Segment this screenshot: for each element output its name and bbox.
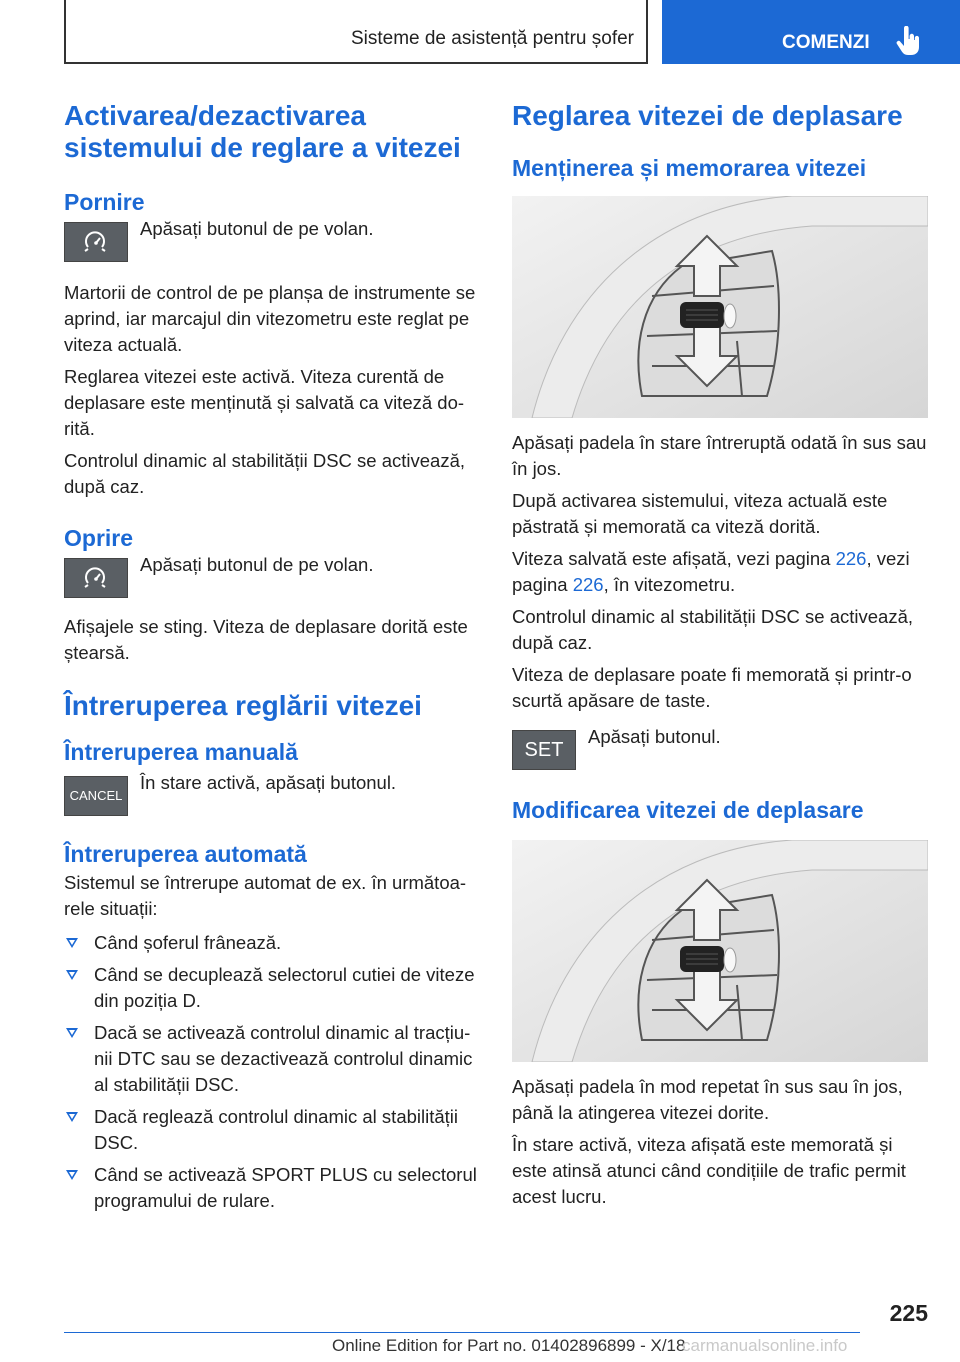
- cancel-button-row: [64, 772, 480, 822]
- right-para-3: Viteza salvată este afișată, vezi pagina 226, vezi pagina 226, în vitezometru.: [512, 548, 910, 595]
- set-button-row: [512, 726, 928, 776]
- oprire-button-row: [64, 554, 480, 604]
- list-item: Dacă reglează controlul dinamic al stabilității DSC.: [64, 1104, 480, 1156]
- oprire-para: Afișajele se sting. Viteza de deplasare dorită este ștearsă.: [64, 616, 468, 663]
- auto-list: [64, 930, 480, 1214]
- steering-wheel-illustration: [512, 196, 928, 418]
- page-link[interactable]: 226: [835, 548, 867, 569]
- pornire-para-2: Reglarea vitezei este activă. Viteza curentă de deplasare este menținută și salvată ca viteză dorită.: [64, 366, 465, 439]
- tab-comenzi[interactable]: [662, 0, 960, 64]
- bullet-triangle-icon: [66, 938, 78, 948]
- list-item: Când șoferul frânează.: [64, 930, 480, 956]
- manual-text: În stare activă, apăsați butonul.: [140, 772, 397, 793]
- cruise-control-icon: [65, 559, 127, 597]
- page-number: 225: [889, 1300, 928, 1326]
- bullet-triangle-icon: [66, 1028, 78, 1038]
- steering-wheel-illustration: [512, 840, 928, 1062]
- page-footer: [0, 1300, 960, 1362]
- page-header: [0, 0, 960, 66]
- cancel-button-image: [64, 776, 128, 816]
- right-title: Reglarea vitezei de deplasare: [512, 100, 903, 131]
- cancel-button-label: CANCEL: [69, 788, 123, 803]
- right-para-1: Apăsați padela în stare întreruptă odată în sus sau în jos.: [512, 432, 927, 479]
- watermark: carmanualsonline.info: [682, 1336, 848, 1355]
- list-item: Când se activează SPORT PLUS cu selectorul programului de rulare.: [64, 1162, 480, 1214]
- edition-text: Online Edition for Part no. 01402896899 - X/18: [332, 1336, 686, 1355]
- pornire-para-3: Controlul dinamic al stabilității DSC se activează, după caz.: [64, 450, 466, 497]
- set-button-label: SET: [524, 739, 564, 761]
- steering-wheel-paddle-image: [512, 840, 928, 1062]
- pornire-button-text: Apăsați butonul de pe volan.: [140, 218, 374, 239]
- steering-wheel-paddle-image: [512, 196, 928, 418]
- page-link[interactable]: 226: [572, 574, 604, 595]
- section-title: Sisteme de asistență pentru șofer: [350, 28, 634, 49]
- sub2-heading: Modificarea vitezei de deplasare: [512, 797, 864, 823]
- pornire-para-1: Martorii de control de pe planșa de instrumente se aprind, iar marcajul din vitezometru este reglat pe viteza actuală.: [64, 282, 476, 355]
- auto-heading: Întreruperea automată: [64, 841, 307, 867]
- list-item: Dacă se activează controlul dinamic al tracțiunii DTC sau se dezactivează controlul dinamic al stabilității DSC.: [64, 1020, 480, 1098]
- footer-divider: [64, 1332, 860, 1333]
- right-para-5: Viteza de deplasare poate fi memorată și printr-o scurtă apăsare de taste.: [512, 664, 912, 711]
- right-para-2: După activarea sistemului, viteza actuală este păstrată și memorată ca viteză dorită.: [512, 490, 888, 537]
- bullet-triangle-icon: [66, 1112, 78, 1122]
- pornire-button-row: [64, 218, 480, 268]
- manual-heading: Întreruperea manuală: [64, 739, 298, 765]
- right-para-7: În stare activă, viteza afișată este memorată și este atinsă atunci când condițiile de trafic permit acest lucru.: [512, 1134, 906, 1207]
- bullet-triangle-icon: [66, 1170, 78, 1180]
- sub1-heading: Menținerea și memorarea vitezei: [512, 155, 867, 181]
- tab-label: COMENZI: [782, 32, 870, 53]
- right-para-6: Apăsați padela în mod repetat în sus sau în jos, până la atingerea vitezei dorite.: [512, 1076, 903, 1123]
- auto-intro: Sistemul se întrerupe automat de ex. în următoarele situații:: [64, 872, 467, 919]
- right-para-4: Controlul dinamic al stabilității DSC se activează, după caz.: [512, 606, 914, 653]
- left-column: [64, 100, 480, 1220]
- list-item: Când se decuplează selectorul cutiei de viteze din poziția D.: [64, 962, 480, 1014]
- pornire-heading: Pornire: [64, 189, 145, 215]
- bullet-triangle-icon: [66, 970, 78, 980]
- left-title: Activarea/dezactivarea sistemului de reglare a vitezei: [64, 100, 461, 163]
- cruise-control-button-image: [64, 222, 128, 262]
- oprire-heading: Oprire: [64, 525, 134, 551]
- set-button-image: [512, 730, 576, 770]
- oprire-button-text: Apăsați butonul de pe volan.: [140, 554, 374, 575]
- set-text: Apăsați butonul.: [588, 726, 721, 747]
- hand-pointer-icon: [896, 26, 922, 56]
- intrerupere-title: Întreruperea reglării vitezei: [64, 690, 422, 721]
- right-column: [512, 100, 928, 1210]
- cruise-control-button-image: [64, 558, 128, 598]
- cruise-control-icon: [65, 223, 127, 261]
- section-title-box: [64, 0, 648, 64]
